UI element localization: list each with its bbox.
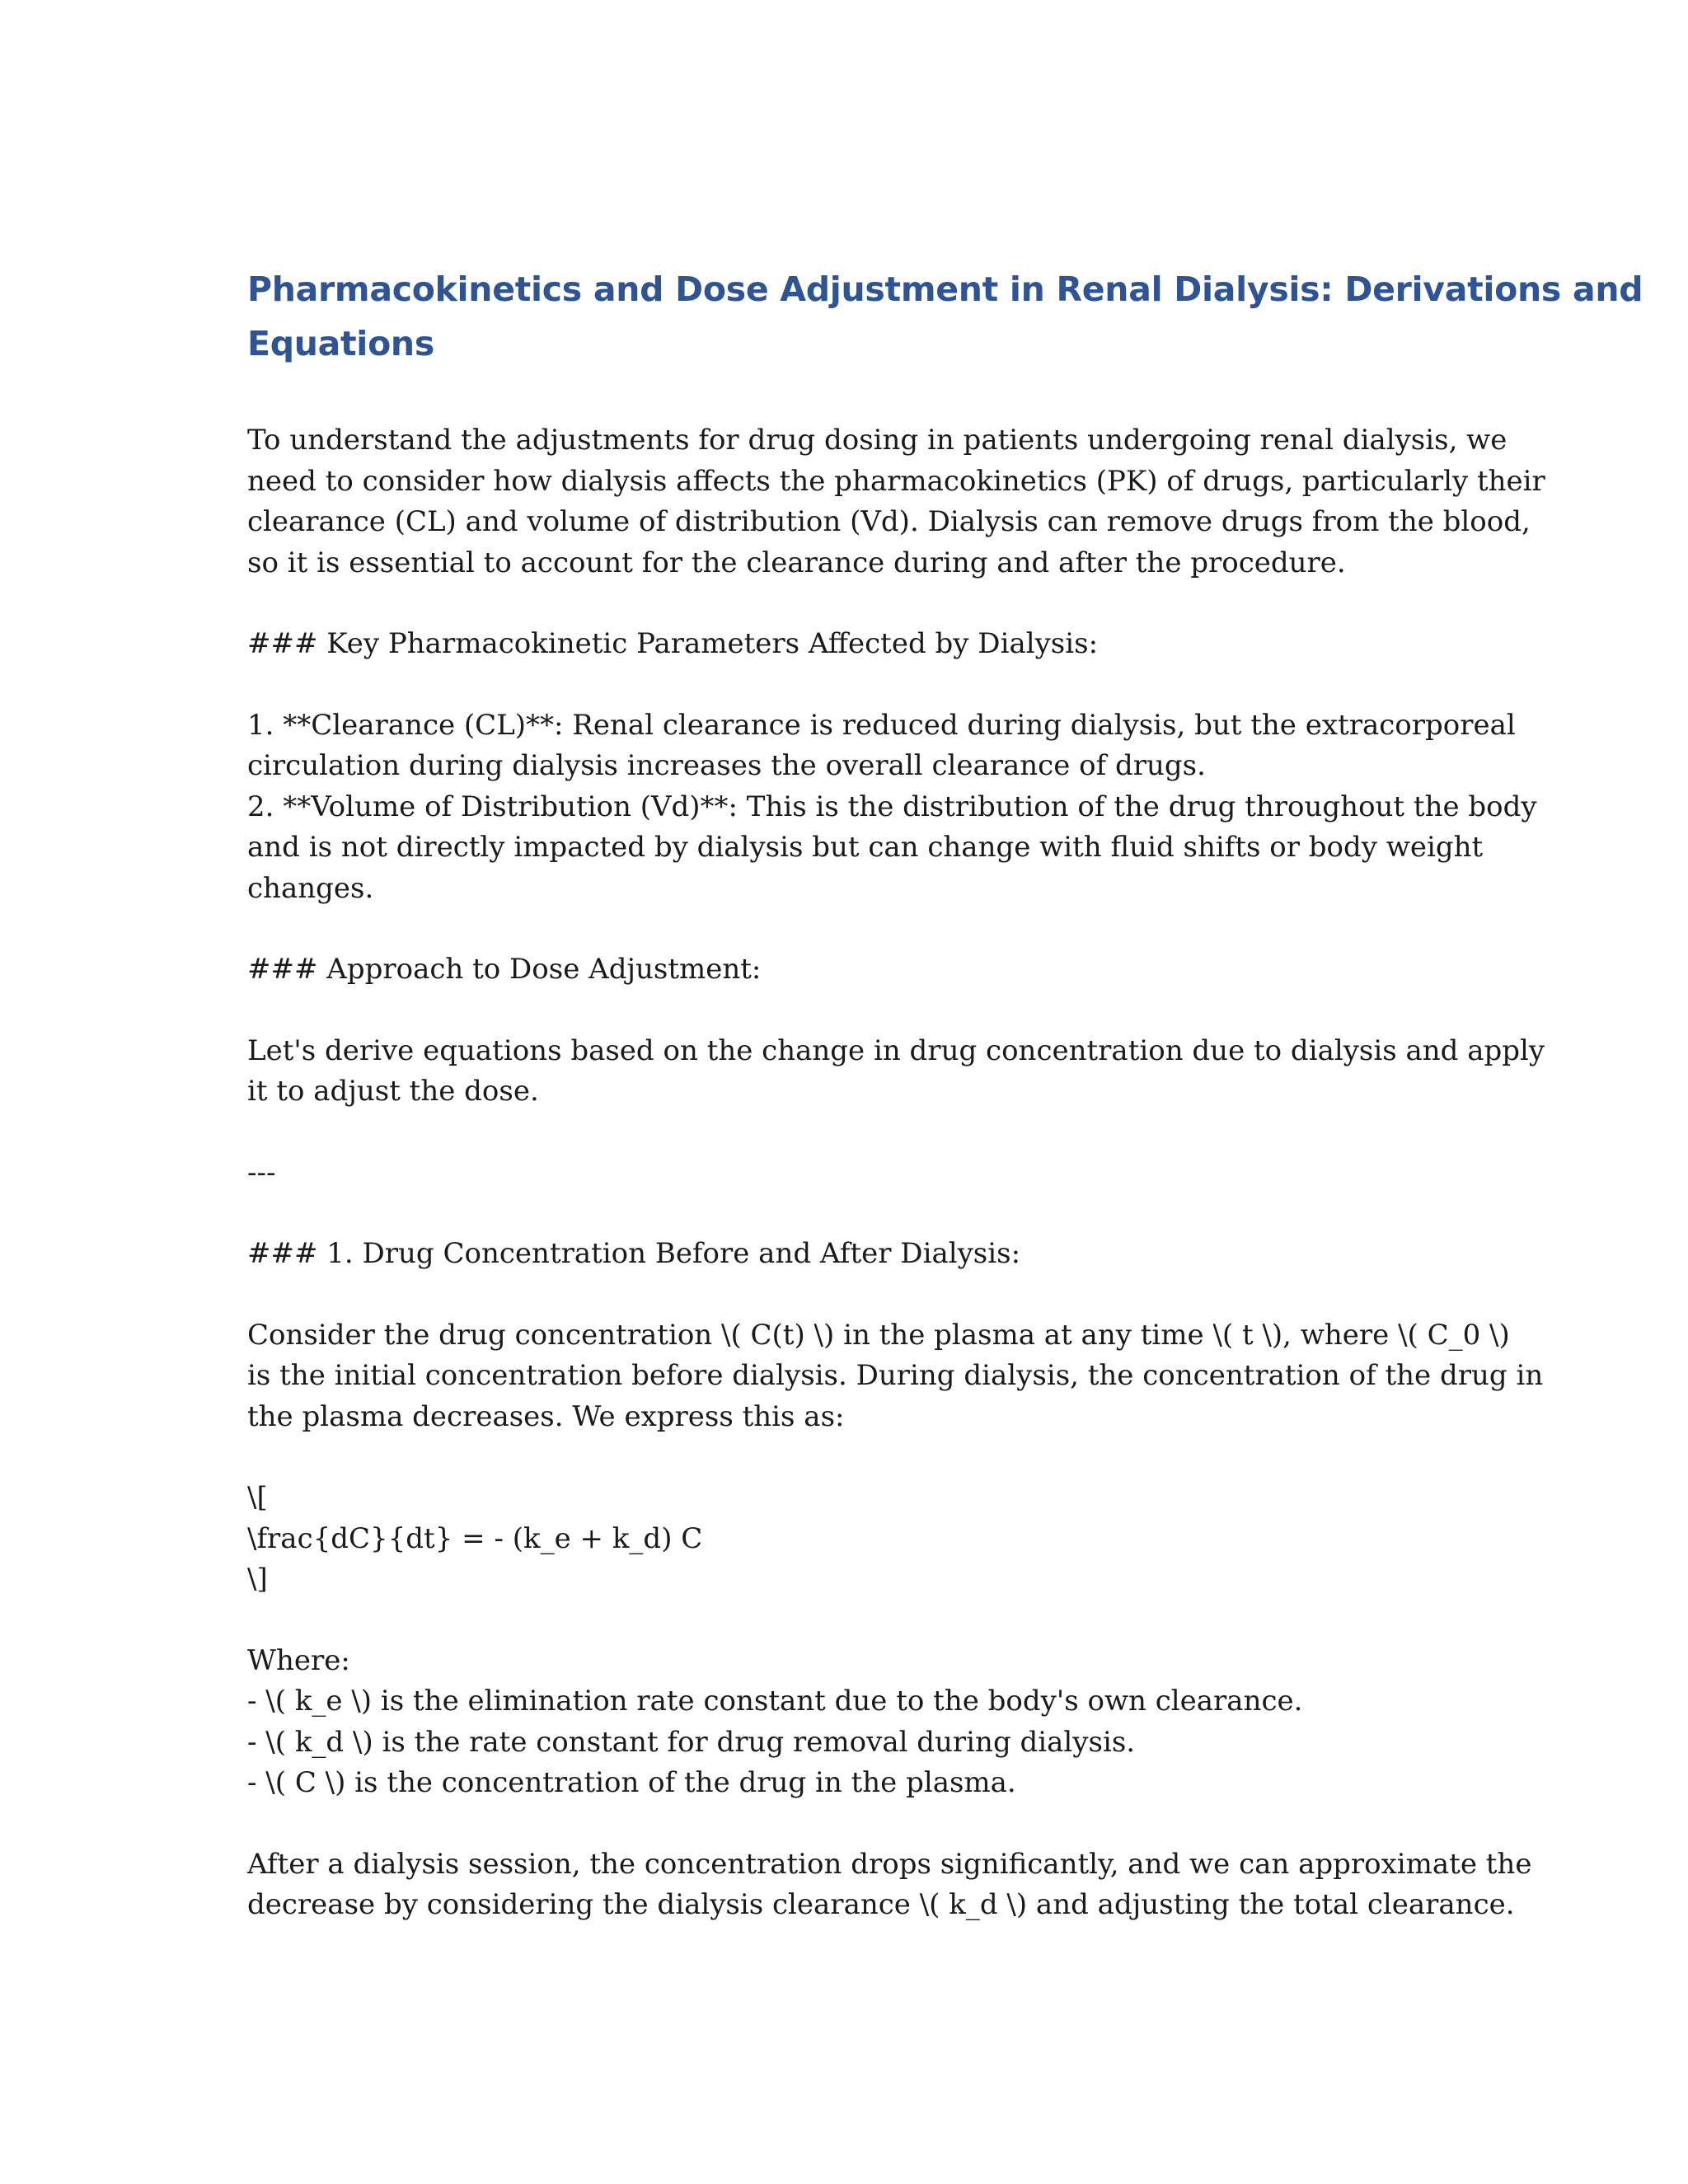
text-line: circulation during dialysis increases the overall clearance of drugs. xyxy=(247,749,1206,782)
text-line: - \( k_e \) is the elimination rate constant due to the body's own clearance. xyxy=(247,1685,1303,1718)
concentration-paragraph xyxy=(247,1315,1544,1438)
parameters-list xyxy=(247,705,1537,910)
text-line: - \( C \) is the concentration of the drug in the plasma. xyxy=(247,1766,1016,1799)
where-list xyxy=(247,1641,1434,1804)
section-heading-approach xyxy=(247,949,1434,991)
text-line: ### Key Pharmacokinetic Parameters Affected by Dialysis: xyxy=(247,627,1099,660)
text-line: 1. **Clearance (CL)**: Renal clearance is reduced during dialysis, but the extracorporeal xyxy=(247,708,1516,742)
horizontal-rule-text xyxy=(247,1153,1434,1194)
text-line: After a dialysis session, the concentration drops significantly, and we can approximate the xyxy=(247,1847,1532,1881)
title-line: Pharmacokinetics and Dose Adjustment in Renal Dialysis: Derivations and xyxy=(247,269,1643,309)
derive-paragraph xyxy=(247,1031,1545,1113)
text-line: To understand the adjustments for drug dosing in patients undergoing renal dialysis, we xyxy=(247,424,1507,457)
document-title xyxy=(247,262,1643,371)
equation-line: \[ xyxy=(247,1481,268,1514)
equation-block xyxy=(247,1478,1434,1601)
text-line: is the initial concentration before dialysis. During dialysis, the concentration of the drug in xyxy=(247,1359,1544,1392)
text-line: --- xyxy=(247,1155,276,1189)
document-body xyxy=(247,262,1643,1926)
text-line: ### Approach to Dose Adjustment: xyxy=(247,953,762,986)
text-line: the plasma decreases. We express this as: xyxy=(247,1399,845,1433)
section-heading-key-parameters xyxy=(247,624,1434,665)
title-line: Equations xyxy=(247,324,434,363)
equation-line: \frac{dC}{dt} = - (k_e + k_d) C xyxy=(247,1521,703,1555)
text-line: - \( k_d \) is the rate constant for drug removal during dialysis. xyxy=(247,1725,1136,1759)
text-line: 2. **Volume of Distribution (Vd)**: This is the distribution of the drug throughout the body xyxy=(247,790,1537,823)
text-line: Where: xyxy=(247,1643,350,1677)
after-dialysis-paragraph xyxy=(247,1844,1532,1926)
text-line: it to adjust the dose. xyxy=(247,1075,539,1108)
text-line: Let's derive equations based on the change in drug concentration due to dialysis and apply xyxy=(247,1033,1545,1067)
equation-line: \] xyxy=(247,1563,268,1596)
text-line: decrease by considering the dialysis clearance \( k_d \) and adjusting the total clearance. xyxy=(247,1888,1515,1921)
text-line: so it is essential to account for the clearance during and after the procedure. xyxy=(247,546,1346,579)
text-line: and is not directly impacted by dialysis but can change with fluid shifts or body weight xyxy=(247,831,1484,864)
text-line: changes. xyxy=(247,871,374,905)
intro-paragraph xyxy=(247,420,1545,583)
text-line: need to consider how dialysis affects the pharmacokinetics (PK) of drugs, particularly their xyxy=(247,464,1545,498)
section-heading-concentration xyxy=(247,1234,1434,1275)
text-line: Consider the drug concentration \( C(t) \) in the plasma at any time \( t \), where \( C_0 \) xyxy=(247,1318,1510,1352)
text-line: clearance (CL) and volume of distribution (Vd). Dialysis can remove drugs from the blood, xyxy=(247,505,1531,538)
text-line: ### 1. Drug Concentration Before and After Dialysis: xyxy=(247,1237,1021,1270)
